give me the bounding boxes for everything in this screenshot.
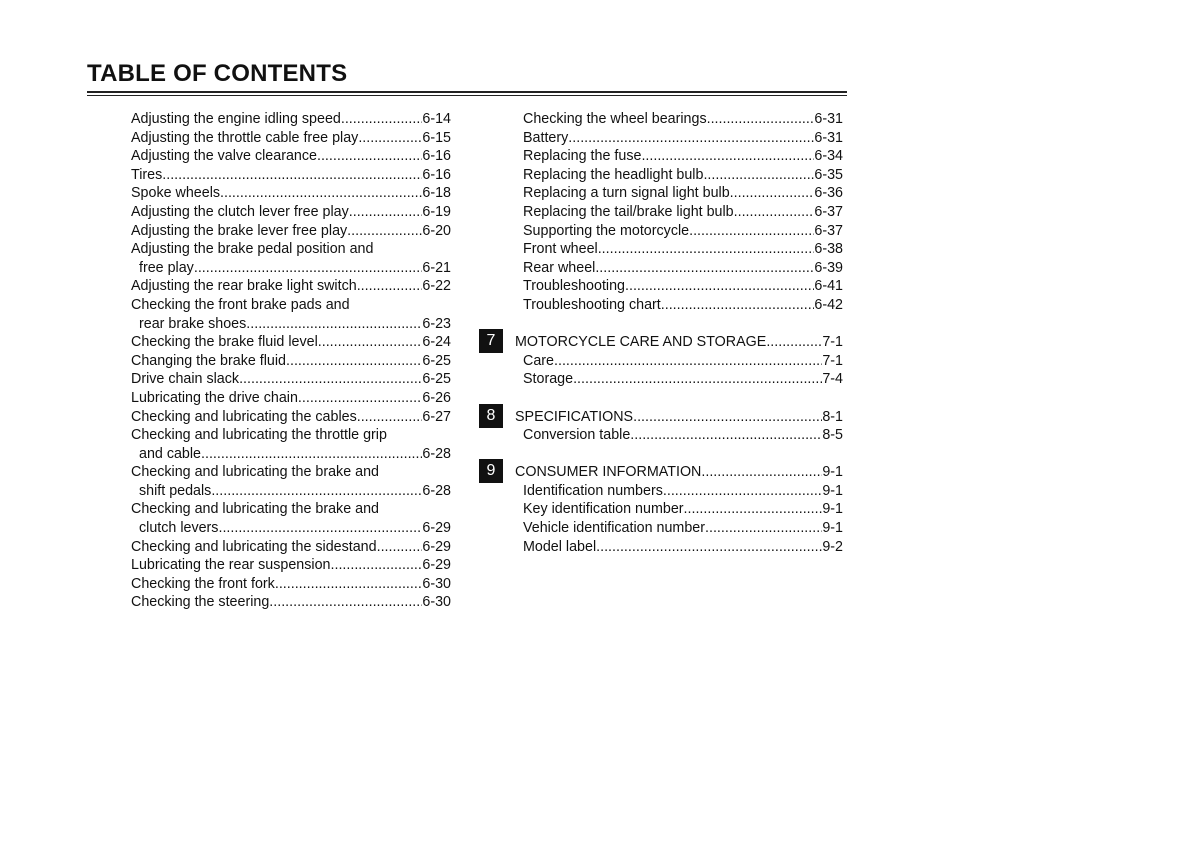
toc-entry[interactable] [515,352,843,371]
toc-entry-title: Replacing the fuse [523,148,642,165]
toc-entry-title: SPECIFICATIONS [515,408,634,425]
dot-leader [318,333,423,352]
toc-entry-title: Lubricating the drive chain [131,389,298,406]
toc-entry-page: 6-34 [814,148,843,165]
toc-entry[interactable] [131,500,451,519]
toc-entry-page: 9-1 [822,501,843,518]
toc-entry-title: clutch levers [139,520,219,537]
toc-entry-title: Checking the brake fluid level [131,334,318,351]
toc-entry-page: 9-2 [822,538,843,555]
dot-leader [596,538,822,557]
toc-entry[interactable] [515,277,843,296]
toc-entry-page: 6-42 [814,296,843,313]
toc-entry[interactable] [131,166,451,185]
toc-entry-title: Lubricating the rear suspension [131,557,331,574]
toc-entry[interactable] [515,463,843,482]
dot-leader [554,352,822,371]
toc-entry-page: 8-5 [822,427,843,444]
toc-entry-page: 9-1 [822,520,843,537]
dot-leader [218,519,422,538]
toc-right-column [515,110,843,556]
dot-leader [734,203,815,222]
dot-leader [730,184,815,203]
dot-leader [358,129,422,148]
toc-entry[interactable] [515,482,843,501]
toc-entry[interactable] [131,147,451,166]
chapter-tab-7[interactable]: 7 [479,329,503,353]
dot-leader [689,222,814,241]
toc-entry-page: 6-37 [814,222,843,239]
toc-entry[interactable] [131,463,451,482]
toc-entry[interactable] [515,203,843,222]
toc-entry-page: 7-4 [822,371,843,388]
toc-entry-page: 6-19 [422,203,451,220]
dot-leader [246,315,422,334]
toc-entry-title: Replacing the headlight bulb [523,166,704,183]
toc-entry-page: 9-1 [822,482,843,499]
dot-leader [701,463,822,482]
toc-entry[interactable] [131,296,451,315]
toc-entry-title: Key identification number [523,501,684,518]
dot-leader [703,166,814,185]
toc-entry[interactable] [131,184,451,203]
toc-entry[interactable] [515,500,843,519]
dot-leader [162,166,422,185]
toc-entry[interactable] [131,593,451,612]
dot-leader [641,147,814,166]
toc-entry[interactable] [131,203,451,222]
toc-entry[interactable] [515,259,843,278]
toc-entry-page: 6-25 [422,371,451,388]
toc-entry-page: 6-16 [422,166,451,183]
toc-entry[interactable] [131,222,451,241]
toc-entry-title: Checking and lubricating the brake and [131,501,379,518]
dot-leader [357,408,423,427]
toc-entry[interactable] [515,370,843,389]
section-gap [515,445,843,464]
toc-entry-title: Adjusting the engine idling speed [131,111,341,127]
toc-entry-title: Checking and lubricating the cables [131,408,357,425]
toc-entry-title: CONSUMER INFORMATION [515,464,702,481]
dot-leader [377,538,423,557]
toc-entry[interactable] [515,408,843,427]
toc-entry-page: 6-29 [422,520,451,537]
toc-entry[interactable] [515,110,843,129]
toc-entry[interactable] [515,129,843,148]
dot-leader [211,482,422,501]
dot-leader [331,556,423,575]
section-gap [515,389,843,408]
page-title: TABLE OF CONTENTS [87,60,348,87]
toc-entry-title: Replacing the tail/brake light bulb [523,203,734,220]
toc-entry[interactable] [515,222,843,241]
toc-entry-title: rear brake shoes [139,315,247,332]
toc-entry[interactable] [515,333,843,352]
toc-entry-title: Adjusting the valve clearance [131,148,317,165]
toc-entry-title: Model label [523,538,597,555]
dot-leader [766,333,822,352]
toc-entry[interactable] [515,166,843,185]
chapter-tab-9[interactable]: 9 [479,459,503,483]
dot-leader [194,259,423,278]
dot-leader [661,296,815,315]
toc-entry-page: 6-38 [814,241,843,258]
chapter-tab-8[interactable]: 8 [479,404,503,428]
dot-leader [595,259,814,278]
dot-leader [239,370,422,389]
toc-entry[interactable] [131,482,451,501]
toc-entry-page: 9-1 [822,464,843,481]
toc-entry-title: Troubleshooting chart [523,296,661,313]
toc-entry-title: Adjusting the throttle cable free play [131,129,359,146]
toc-entry-title: Checking the front fork [131,575,275,592]
toc-left-column [131,110,451,612]
toc-entry[interactable] [131,370,451,389]
toc-entry-title: Conversion table [523,427,631,444]
toc-entry-page: 8-1 [822,408,843,425]
toc-entry-title: Drive chain slack [131,371,240,388]
dot-leader [201,445,422,464]
toc-entry-title: Vehicle identification number [523,520,705,537]
toc-entry[interactable] [515,296,843,315]
dot-leader [275,575,423,594]
toc-entry[interactable] [131,129,451,148]
toc-entry[interactable] [515,184,843,203]
toc-entry-page: 6-25 [422,352,451,369]
toc-entry[interactable] [131,352,451,371]
section-gap [515,315,843,334]
toc-entry-page: 6-36 [814,185,843,202]
toc-entry-title: Changing the brake fluid [131,352,286,369]
toc-entry-page: 6-23 [422,315,451,332]
toc-entry-page: 6-35 [814,166,843,183]
toc-entry-page: 6-26 [422,389,451,406]
toc-entry-page: 6-16 [422,148,451,165]
toc-entry-title: Tires [131,166,163,183]
toc-entry-title: Checking and lubricating the brake and [131,464,379,481]
toc-entry-page: 6-21 [422,259,451,276]
toc-entry-page: 6-30 [422,575,451,592]
toc-entry-title: Supporting the motorcycle [523,222,690,239]
toc-entry-title: Identification numbers [523,482,663,499]
toc-entry[interactable] [131,240,451,259]
toc-entry[interactable] [131,445,451,464]
toc-entry-title: Adjusting the brake lever free play [131,222,348,239]
toc-entry-page: 6-24 [422,334,451,351]
dot-leader [347,222,422,241]
toc-entry-page: 6-29 [422,557,451,574]
toc-entry-title: Adjusting the rear brake light switch [131,278,357,295]
toc-entry[interactable] [515,147,843,166]
toc-entry-title: free play [139,259,194,276]
dot-leader [625,277,814,296]
toc-entry-title: Checking and lubricating the sidestand [131,538,377,555]
toc-entry[interactable] [515,519,843,538]
toc-entry[interactable] [515,426,843,445]
toc-entry-page: 6-22 [422,278,451,295]
dot-leader [341,110,423,129]
toc-entry[interactable] [131,575,451,594]
title-rule-thick [87,91,847,93]
dot-leader [633,408,822,427]
dot-leader [705,519,822,538]
toc-entry[interactable] [131,389,451,408]
toc-entry-page: 6-28 [422,482,451,499]
toc-entry-page: 6-15 [422,129,451,146]
dot-leader [220,184,422,203]
toc-entry-title: Troubleshooting [523,278,625,295]
toc-entry-title: Storage [523,371,574,388]
toc-entry-page: 7-1 [822,352,843,369]
toc-entry-page: 6-18 [422,185,451,202]
toc-entry[interactable] [131,333,451,352]
toc-entry-title: Checking and lubricating the throttle grip [131,427,387,444]
toc-entry-title: Adjusting the clutch lever free play [131,203,349,220]
dot-leader [349,203,423,222]
toc-entry-title: Spoke wheels [131,185,221,202]
toc-entry-page: 6-29 [422,538,451,555]
dot-leader [630,426,822,445]
toc-entry-title: Checking the front brake pads and [131,296,350,313]
toc-entry-page: 6-20 [422,222,451,239]
toc-entry-title: Checking the steering [131,594,270,611]
toc-entry-page: 6-37 [814,203,843,220]
toc-entry-title: Replacing a turn signal light bulb [523,185,730,202]
dot-leader [568,129,814,148]
toc-entry-page: 6-30 [422,594,451,611]
toc-entry-title: Battery [523,129,569,146]
toc-entry[interactable] [131,408,451,427]
dot-leader [298,389,422,408]
toc-entry[interactable] [131,315,451,334]
dot-leader [357,277,423,296]
toc-entry-page: 6-27 [422,408,451,425]
toc-entry[interactable] [131,277,451,296]
toc-entry-title: MOTORCYCLE CARE AND STORAGE [515,334,767,351]
dot-leader [663,482,822,501]
toc-entry-page: 6-39 [814,259,843,276]
toc-entry[interactable] [131,110,451,129]
toc-entry-title: Checking the wheel bearings [523,111,707,127]
toc-entry-title: Rear wheel [523,259,596,276]
dot-leader [317,147,422,166]
dot-leader [286,352,422,371]
toc-entry-title: Front wheel [523,241,598,258]
toc-entry[interactable] [131,426,451,445]
toc-entry[interactable] [131,519,451,538]
toc-entry-page: 6-28 [422,445,451,462]
toc-entry-page: 6-31 [814,111,843,127]
toc-entry-page: 7-1 [822,334,843,351]
dot-leader [707,110,815,129]
title-rule-thin [87,95,847,96]
dot-leader [269,593,422,612]
toc-entry-page: 6-41 [814,278,843,295]
toc-entry-title: Adjusting the brake pedal position and [131,241,374,258]
toc-entry[interactable] [131,556,451,575]
toc-entry[interactable] [515,538,843,557]
toc-entry[interactable] [515,240,843,259]
toc-entry-title: and cable [139,445,202,462]
toc-entry-title: shift pedals [139,482,212,499]
dot-leader [598,240,815,259]
toc-entry-page: 6-14 [422,111,451,127]
toc-entry-page: 6-31 [814,129,843,146]
toc-entry[interactable] [131,259,451,278]
dot-leader [684,500,823,519]
toc-entry-title: Care [523,352,554,369]
toc-entry[interactable] [131,538,451,557]
dot-leader [573,370,822,389]
